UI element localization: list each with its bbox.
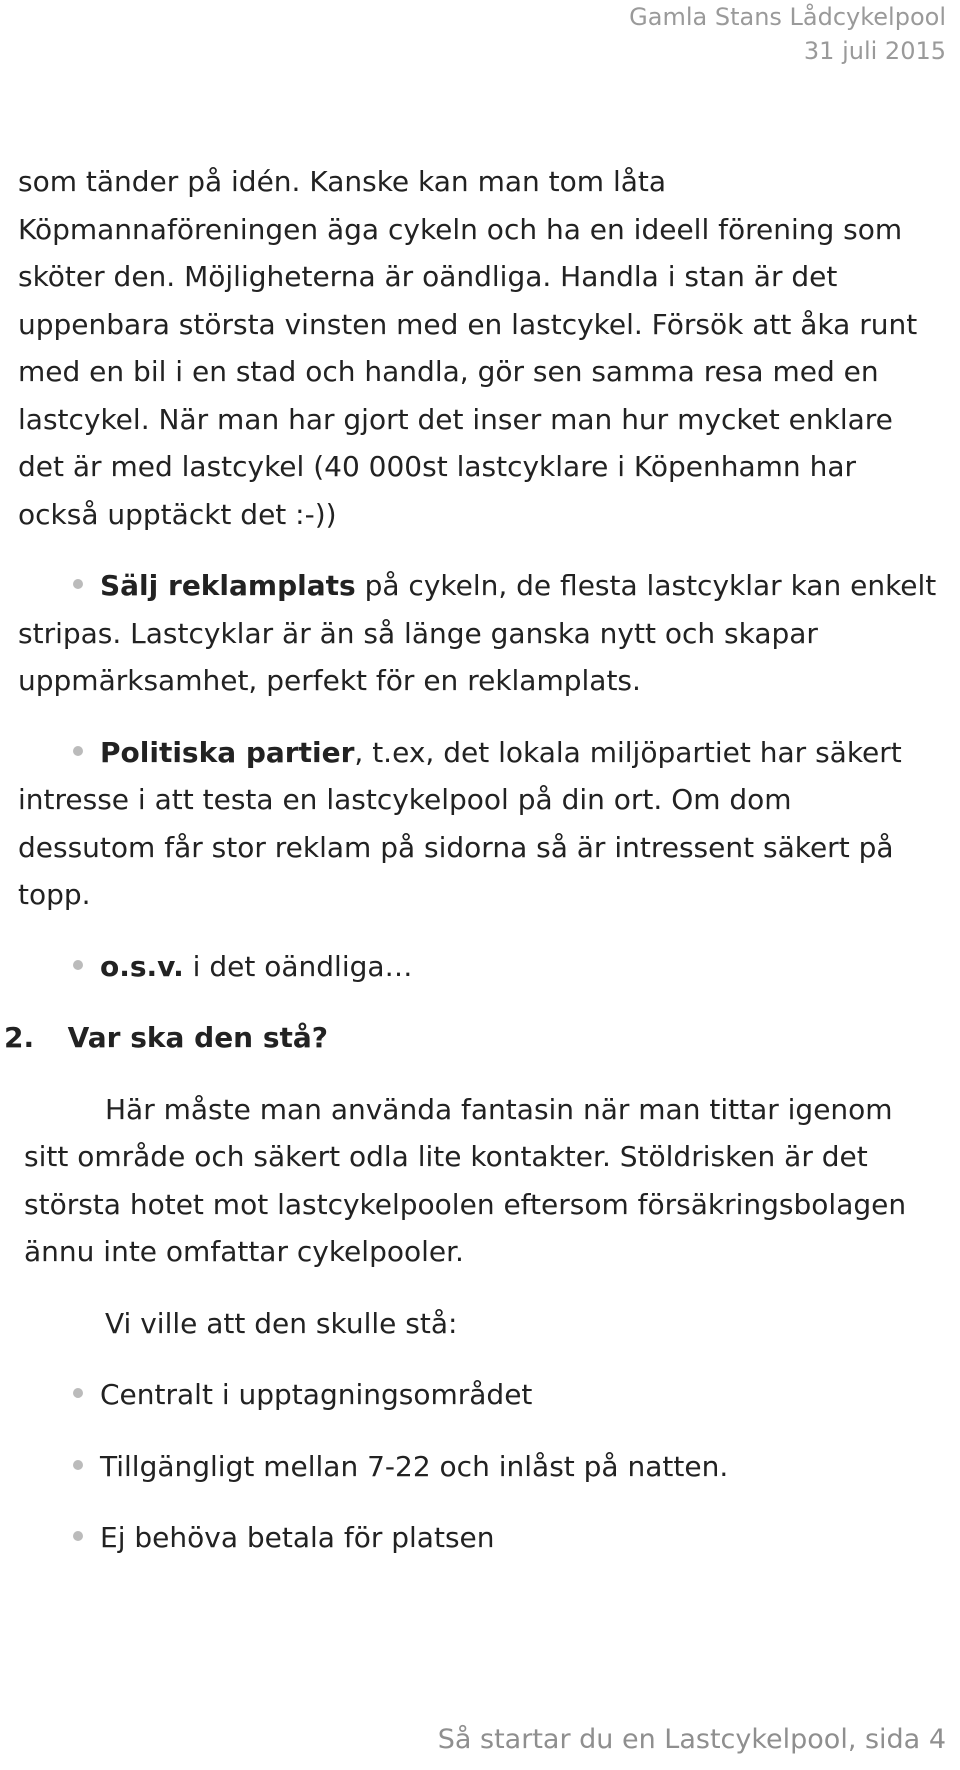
header-date: 31 juli 2015 [803, 37, 946, 65]
bullet-item-etc [18, 943, 953, 991]
bullet-text: på cykeln, de flesta lastcyklar kan enkelt [355, 569, 937, 602]
text-line: också upptäckt det :-)) [18, 497, 337, 531]
list-item [18, 1443, 953, 1491]
text-line: sitt område och säkert odla lite kontakter. Stöldrisken är det [24, 1140, 868, 1173]
bullet-text: , t.ex, det lokala miljöpartiet har säkert [354, 735, 902, 769]
bullet-dot-icon [73, 1531, 83, 1541]
sub-intro: Vi ville att den skulle stå: [105, 1306, 458, 1340]
text-line: stripas. Lastcyklar är än så länge ganska nytt och skapar [18, 616, 818, 650]
text-line: det är med lastcykel (40 000st lastcyklare i Köpenhamn har [18, 450, 856, 483]
list-item-text: Tillgängligt mellan 7-22 och inlåst på natten. [100, 1449, 729, 1483]
list-item [18, 1514, 953, 1562]
bullet-text: i det oändliga… [183, 949, 413, 983]
list-item-text: Ej behöva betala för platsen [100, 1521, 495, 1554]
bullet-dot-icon [73, 1460, 83, 1470]
section-title: Var ska den stå? [67, 1021, 329, 1054]
text-line: uppmärksamhet, perfekt för en reklamplats. [18, 664, 641, 697]
text-line: största hotet mot lastcykelpoolen eftersom försäkringsbolagen [24, 1187, 907, 1221]
section-number: 2. [4, 1021, 35, 1054]
document-body [4, 158, 953, 1562]
section-heading [4, 1014, 953, 1062]
section-paragraph [18, 1086, 953, 1276]
page-footer: Så startar du en Lastcykelpool, sida 4 [437, 1724, 946, 1755]
bullet-dot-icon [73, 579, 83, 589]
text-line: topp. [18, 878, 91, 911]
list-item [18, 1371, 953, 1419]
text-line: dessutom får stor reklam på sidorna så är intressent säkert på [18, 830, 894, 864]
bullet-dot-icon [73, 960, 83, 970]
bullet-bold-text: Sälj reklamplats [100, 569, 356, 602]
bullet-item-political-parties [18, 729, 953, 919]
text-line: ännu inte omfattar cykelpooler. [24, 1235, 464, 1268]
text-line: Här måste man använda fantasin när man tittar igenom [105, 1092, 893, 1126]
bullet-dot-icon [73, 1388, 83, 1398]
text-line: uppenbara största vinsten med en lastcykel. Försök att åka runt [18, 307, 918, 341]
page-header [629, 0, 946, 68]
text-line: med en bil i en stad och handla, gör sen samma resa med en [18, 355, 879, 388]
intro-paragraph [18, 158, 953, 538]
text-line: som tänder på idén. Kanske kan man tom låta [18, 165, 667, 198]
bullet-bold-text: o.s.v. [100, 949, 184, 983]
list-item-text: Centralt i upptagningsområdet [100, 1378, 533, 1411]
text-line: lastcykel. När man har gjort det inser man hur mycket enklare [18, 402, 893, 436]
bullet-item-advertising [18, 562, 953, 705]
header-title: Gamla Stans Lådcykelpool [629, 3, 946, 31]
text-line: Köpmannaföreningen äga cykeln och ha en ideell förening som [18, 212, 903, 246]
text-line: sköter den. Möjligheterna är oändliga. Handla i stan är det [18, 260, 838, 293]
bullet-dot-icon [73, 746, 83, 756]
text-line: intresse i att testa en lastcykelpool på din ort. Om dom [18, 783, 792, 816]
bullet-bold-text: Politiska partier [100, 735, 355, 769]
